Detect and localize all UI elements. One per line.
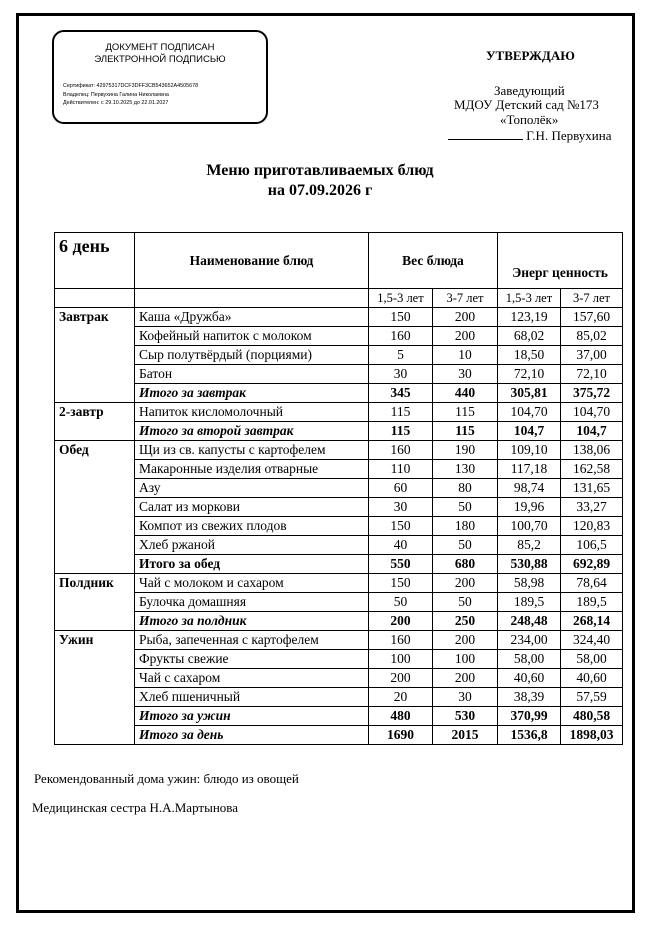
energy-old-cell: 85,02 [561,327,623,346]
meal-cell [55,498,135,517]
header-dish-name: Наименование блюд [135,233,369,289]
meal-cell [55,536,135,555]
table-row [55,441,623,460]
weight-young-cell: 100 [369,650,433,669]
weight-young-cell: 200 [369,669,433,688]
energy-old-cell: 1898,03 [561,726,623,745]
energy-young-cell: 100,70 [498,517,561,536]
weight-old-cell: 10 [433,346,498,365]
weight-old-cell: 50 [433,536,498,555]
energy-old-cell: 104,7 [561,422,623,441]
dish-name-cell: Чай с сахаром [135,669,369,688]
energy-old-cell: 375,72 [561,384,623,403]
energy-young-cell: 305,81 [498,384,561,403]
meal-cell [55,460,135,479]
energy-young-cell: 85,2 [498,536,561,555]
weight-young-cell: 150 [369,517,433,536]
dish-name-cell: Фрукты свежие [135,650,369,669]
approval-org-name: «Тополёк» [500,112,559,127]
dish-name-cell: Макаронные изделия отварные [135,460,369,479]
weight-young-cell: 115 [369,403,433,422]
meal-cell: 2-завтр [55,403,135,422]
weight-young-cell: 20 [369,688,433,707]
weight-old-cell: 50 [433,498,498,517]
weight-old-cell: 440 [433,384,498,403]
electronic-signature-stamp [52,30,268,124]
dish-name-cell: Хлеб ржаной [135,536,369,555]
energy-old-cell: 268,14 [561,612,623,631]
dish-name-cell: Итого за второй завтрак [135,422,369,441]
weight-old-cell: 200 [433,669,498,688]
energy-old-cell: 189,5 [561,593,623,612]
table-row [55,631,623,650]
subheader-weight-old: 3-7 лет [433,289,498,308]
energy-young-cell: 123,19 [498,308,561,327]
table-row [55,479,623,498]
weight-young-cell: 160 [369,327,433,346]
document-title: Меню приготавливаемых блюд [206,162,434,179]
weight-old-cell: 180 [433,517,498,536]
meal-cell [55,517,135,536]
energy-young-cell: 370,99 [498,707,561,726]
menu-table [54,232,623,745]
document-date: на 07.09.2026 г [267,182,373,199]
energy-young-cell: 234,00 [498,631,561,650]
meal-cell [55,707,135,726]
energy-young-cell: 18,50 [498,346,561,365]
weight-young-cell: 160 [369,631,433,650]
weight-young-cell: 150 [369,308,433,327]
weight-old-cell: 530 [433,707,498,726]
dish-name-cell: Рыба, запеченная с картофелем [135,631,369,650]
weight-old-cell: 200 [433,574,498,593]
table-row [55,650,623,669]
dish-name-cell: Азу [135,479,369,498]
energy-young-cell: 189,5 [498,593,561,612]
header-energy: Энерг ценность [498,233,623,289]
meal-cell [55,726,135,745]
energy-old-cell: 480,58 [561,707,623,726]
energy-old-cell: 72,10 [561,365,623,384]
table-row [55,517,623,536]
energy-old-cell: 692,89 [561,555,623,574]
energy-young-cell: 1536,8 [498,726,561,745]
meal-cell [55,346,135,365]
dish-name-cell: Напиток кисломолочный [135,403,369,422]
table-row [55,555,623,574]
weight-young-cell: 1690 [369,726,433,745]
energy-young-cell: 38,39 [498,688,561,707]
energy-old-cell: 104,70 [561,403,623,422]
table-row [55,593,623,612]
meal-cell: Завтрак [55,308,135,327]
table-row [55,460,623,479]
table-row [55,365,623,384]
dinner-recommendation: Рекомендованный дома ужин: блюдо из овощей [34,771,299,786]
dish-name-cell: Салат из моркови [135,498,369,517]
approval-signer: Г.Н. Первухина [526,128,612,143]
subheader-weight-young: 1,5-3 лет [369,289,433,308]
subheader-energy-young: 1,5-3 лет [498,289,561,308]
meal-cell [55,593,135,612]
weight-young-cell: 30 [369,365,433,384]
approval-signature-line [448,128,611,143]
energy-old-cell: 58,00 [561,650,623,669]
meal-cell [55,384,135,403]
nurse-signature: Медицинская сестра Н.А.Мартынова [32,800,239,815]
table-row [55,669,623,688]
meal-cell [55,669,135,688]
weight-young-cell: 30 [369,498,433,517]
table-row [55,384,623,403]
approval-organization: МДОУ Детский сад №173 [454,97,599,112]
table-row [55,574,623,593]
dish-name-cell: Сыр полутвёрдый (порциями) [135,346,369,365]
weight-old-cell: 200 [433,308,498,327]
weight-old-cell: 200 [433,327,498,346]
stamp-line-1: ДОКУМЕНТ ПОДПИСАН [105,42,215,53]
weight-young-cell: 5 [369,346,433,365]
dish-name-cell: Хлеб пшеничный [135,688,369,707]
stamp-line-2: ЭЛЕКТРОННОЙ ПОДПИСЬЮ [94,54,226,65]
stamp-valid: Действителен: с 29.10.2025 до 22.01.2027 [63,100,169,106]
energy-young-cell: 19,96 [498,498,561,517]
energy-old-cell: 106,5 [561,536,623,555]
table-row [55,498,623,517]
weight-old-cell: 200 [433,631,498,650]
weight-old-cell: 80 [433,479,498,498]
energy-young-cell: 68,02 [498,327,561,346]
weight-old-cell: 100 [433,650,498,669]
weight-young-cell: 60 [369,479,433,498]
dish-name-cell: Компот из свежих плодов [135,517,369,536]
energy-young-cell: 530,88 [498,555,561,574]
weight-young-cell: 480 [369,707,433,726]
day-label: 6 день [55,233,135,289]
dish-name-cell: Итого за обед [135,555,369,574]
header-weight: Вес блюда [369,233,498,289]
weight-young-cell: 550 [369,555,433,574]
energy-old-cell: 120,83 [561,517,623,536]
energy-old-cell: 78,64 [561,574,623,593]
dish-name-cell: Итого за ужин [135,707,369,726]
table-row [55,726,623,745]
energy-old-cell: 57,59 [561,688,623,707]
weight-young-cell: 160 [369,441,433,460]
meal-cell [55,555,135,574]
signature-underline [448,129,523,140]
weight-young-cell: 50 [369,593,433,612]
meal-cell [55,688,135,707]
stamp-certificate: Сертификат: 42975317DCF3DFF3CB543652A4505678 [63,83,199,89]
energy-young-cell: 58,98 [498,574,561,593]
energy-young-cell: 40,60 [498,669,561,688]
weight-young-cell: 110 [369,460,433,479]
energy-young-cell: 117,18 [498,460,561,479]
energy-young-cell: 248,48 [498,612,561,631]
dish-name-cell: Итого за полдник [135,612,369,631]
energy-old-cell: 40,60 [561,669,623,688]
dish-name-cell: Итого за день [135,726,369,745]
table-row [55,688,623,707]
weight-old-cell: 250 [433,612,498,631]
weight-old-cell: 2015 [433,726,498,745]
meal-cell [55,650,135,669]
weight-old-cell: 50 [433,593,498,612]
energy-old-cell: 138,06 [561,441,623,460]
table-row [55,536,623,555]
table-row [55,346,623,365]
dish-name-cell: Батон [135,365,369,384]
energy-young-cell: 98,74 [498,479,561,498]
meal-cell: Полдник [55,574,135,593]
energy-young-cell: 109,10 [498,441,561,460]
weight-old-cell: 115 [433,422,498,441]
energy-old-cell: 157,60 [561,308,623,327]
energy-old-cell: 324,40 [561,631,623,650]
subheader-blank-name [135,289,369,308]
energy-old-cell: 131,65 [561,479,623,498]
meal-cell [55,365,135,384]
meal-cell: Обед [55,441,135,460]
weight-old-cell: 130 [433,460,498,479]
weight-young-cell: 115 [369,422,433,441]
weight-young-cell: 40 [369,536,433,555]
energy-old-cell: 33,27 [561,498,623,517]
stamp-owner: Владелец: Первухина Галина Николаевна [63,91,169,98]
dish-name-cell: Каша «Дружба» [135,308,369,327]
energy-young-cell: 58,00 [498,650,561,669]
weight-young-cell: 345 [369,384,433,403]
weight-old-cell: 680 [433,555,498,574]
table-row [55,327,623,346]
energy-young-cell: 72,10 [498,365,561,384]
energy-young-cell: 104,7 [498,422,561,441]
weight-old-cell: 115 [433,403,498,422]
meal-cell [55,612,135,631]
weight-young-cell: 200 [369,612,433,631]
weight-old-cell: 190 [433,441,498,460]
table-row [55,612,623,631]
approval-position: Заведующий [494,83,565,98]
dish-name-cell: Итого за завтрак [135,384,369,403]
energy-old-cell: 162,58 [561,460,623,479]
subheader-blank-meal [55,289,135,308]
approval-heading: УТВЕРЖДАЮ [486,48,575,63]
weight-young-cell: 150 [369,574,433,593]
dish-name-cell: Кофейный напиток с молоком [135,327,369,346]
meal-cell: Ужин [55,631,135,650]
dish-name-cell: Булочка домашняя [135,593,369,612]
meal-cell [55,479,135,498]
table-row [55,403,623,422]
energy-old-cell: 37,00 [561,346,623,365]
energy-young-cell: 104,70 [498,403,561,422]
dish-name-cell: Щи из св. капусты с картофелем [135,441,369,460]
weight-old-cell: 30 [433,365,498,384]
meal-cell [55,327,135,346]
table-row [55,422,623,441]
dish-name-cell: Чай с молоком и сахаром [135,574,369,593]
table-row [55,707,623,726]
weight-old-cell: 30 [433,688,498,707]
meal-cell [55,422,135,441]
table-row [55,308,623,327]
subheader-energy-old: 3-7 лет [561,289,623,308]
